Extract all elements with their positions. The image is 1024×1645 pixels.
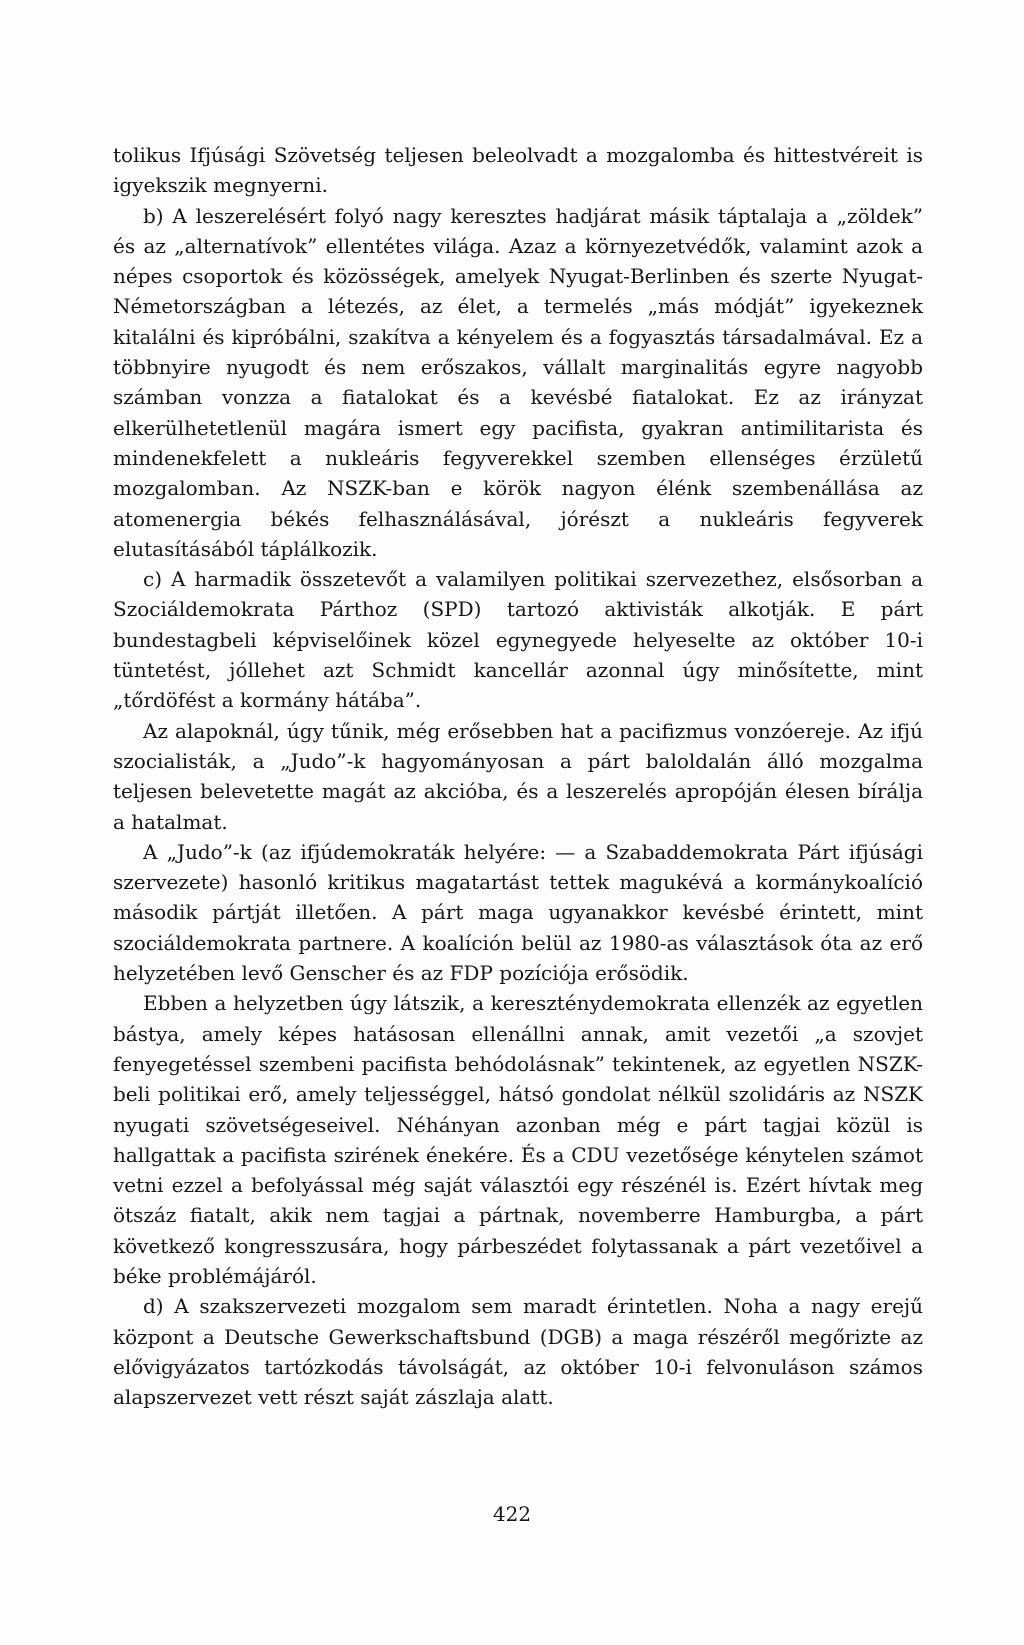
paragraph-b: b) A leszerelésért folyó nagy keresztes hadjárat másik táptalaja a „zöldek” és az „alternatívok” ellentétes világa. Azaz a környezetvédők, valamint azok a népes csoportok és közösségek, amelyek Nyugat-Berlinben és szerte Nyugat-Németországban a létezés, az élet, a termelés „más módját” igyekeznek kitalálni és kipróbálni, szakítva a kényelem és a fogyasztás társadalmával. Ez a többnyire nyugodt és nem erőszakos, vállalt marginalitás egyre nagyobb számban vonzza a fiatalokat és a kevésbé fiatalokat. Ez az irányzat elkerülhetetlenül magára ismert egy pacifista, gyakran antimilitarista és mindenekfelett a nukleáris fegyverekkel szemben ellenséges érzületű mozgalomban. Az NSZK-ban e körök nagyon élénk szembenállása az atomenergia békés felhasználásával, jórészt a nukleáris fegyverek elutasításából táplálkozik. xyxy=(113,203,923,561)
paragraph-judo: A „Judo”-k (az ifjúdemokraták helyére: — a Szabaddemokrata Párt ifjúsági szervezete) hasonló kritikus magatartást tettek magukévá a kormánykoalíció második pártját illetően. A párt maga ugyanakkor kevésbé érintett, mint szociáldemokrata partnere. A koalíción belül az 1980-as választások óta az erő helyzetében levő Genscher és az FDP pozíciója erősödik. xyxy=(113,839,923,986)
paragraph-ebben: Ebben a helyzetben úgy látszik, a kereszténydemokrata ellenzék az egyetlen bástya, amely képes hatásosan ellenállni annak, amit vezetői „a szovjet fenyegetéssel szembeni pacifista behódolásnak” tekintenek, az egyetlen NSZK-beli politikai erő, amely teljességgel, hátsó gondolat nélkül szolidáris az NSZK nyugati szövetségeseivel. Néhányan azonban még e párt tagjai közül is hallgattak a pacifista szirének énekére. És a CDU vezetősége kénytelen számot vetni ezzel a befolyással még saját választói egy részénél is. Ezért hívtak meg ötszáz fiatalt, akik nem tagjai a pártnak, novemberre Hamburgba, a párt következő kongresszusára, hogy párbeszédet folytassanak a párt vezetőivel a béke problémájáról. xyxy=(113,991,923,1288)
paragraph-alapok: Az alapoknál, úgy tűnik, még erősebben hat a pacifizmus vonzóereje. Az ifjú szocialisták, a „Judo”-k hagyományosan a párt baloldalán álló mozgalma teljesen belevetette magát az akcióba, és a leszerelés apropóján élesen bírálja a hatalmat. xyxy=(113,718,923,834)
paragraph-d: d) A szakszervezeti mozgalom sem maradt érintetlen. Noha a nagy erejű központ a Deutsche Gewerkschaftsbund (DGB) a maga részéről megőrizte az elővigyázatos tartózkodás távolságát, az október 10-i felvonuláson számos alapszervezet vett részt saját zászlaja alatt. xyxy=(113,1294,923,1410)
paragraph-c: c) A harmadik összetevőt a valamilyen politikai szervezethez, elsősorban a Szociáldemokrata Párthoz (SPD) tartozó aktivisták alkotják. E párt bundestagbeli képviselőinek közel egynegyede helyeselte az október 10-i tüntetést, jóllehet azt Schmidt kancellár azonnal úgy minősítette, mint „tőrdöfést a kormány hátába”. xyxy=(113,567,923,713)
page-number: 422 xyxy=(492,1502,532,1526)
paragraph-continuation: tolikus Ifjúsági Szövetség teljesen beleolvadt a mozgalomba és hittestvéreit is igyekszik megnyerni. xyxy=(113,143,923,198)
body-text xyxy=(113,140,923,1412)
